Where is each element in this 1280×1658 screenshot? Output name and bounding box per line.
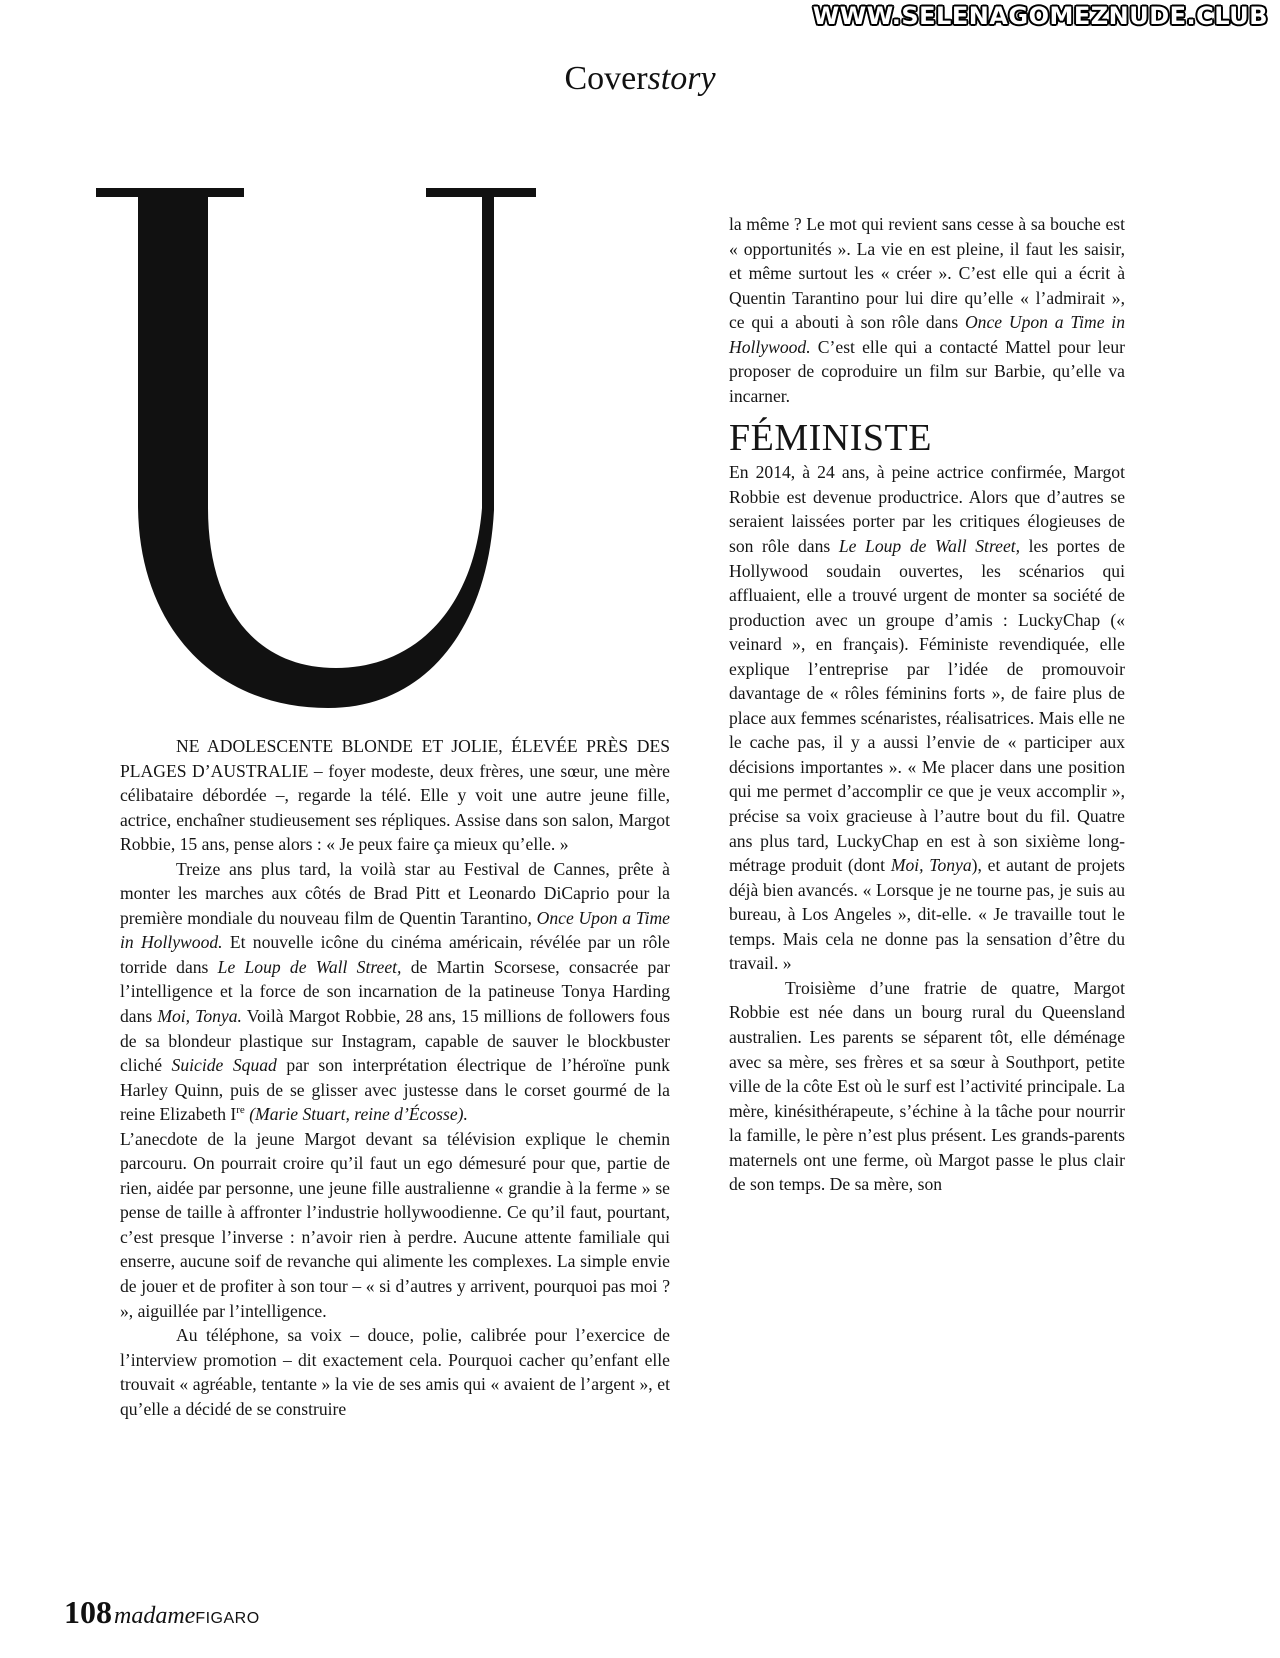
film-title: Le Loup de Wall Street, — [838, 536, 1021, 557]
film-title: Suicide Squad — [171, 1055, 277, 1076]
film-title: Once Upon a Time in Hollywood. — [729, 312, 1125, 357]
subheading: FÉMINISTE — [729, 417, 932, 460]
left-paragraph-4: Au téléphone, sa voix – douce, polie, calibrée pour l’exercice de l’interview promotion – dit exactement cela. Pourquoi cacher qu’enfant elle trouvait « agréable, tentante » la vie de ses amis qui « avaient de l’argent », et qu’elle a décidé de se construire — [120, 1325, 670, 1419]
lead-caps: NE ADOLESCENTE BLONDE ET JOLIE, ÉLEVÉE PRÈS DES PLAGES D’AUSTRALIE — [120, 736, 670, 781]
film-title: (Marie Stuart, reine d’Écosse). — [244, 1104, 468, 1125]
left-paragraph-3: L’anecdote de la jeune Margot devant sa télévision explique le chemin parcouru. On pourrait croire qu’il faut un ego démesuré pour que, partie de rien, aidée par personne, une jeune fille australienne « grandie à la ferme » se pense de taille à affronter l’industrie hollywoodienne. Ce qu’il faut, pourtant, c’est presque l’inverse : n’avoir rien à perdre. Aucune attente familiale qui enserre, aucune soif de revanche qui alimente les complexes. La simple envie de jouer et de profiter à son tour – « si d’autres y arrivent, pourquoi pas moi ? », aiguillée par l’intelligence. — [120, 1128, 670, 1321]
section-header-roman: Cover — [564, 60, 648, 97]
film-title: Once Upon a Time in Hollywood. — [120, 907, 670, 953]
right-column — [729, 212, 1125, 1197]
page-number: 108 — [64, 1594, 112, 1630]
drop-cap — [96, 188, 536, 708]
watermark: WWW.SELENAGOMEZNUDE.CLUB — [812, 2, 1268, 30]
section-header-italic: story — [647, 60, 716, 97]
page-footer — [64, 1594, 260, 1634]
section-header — [0, 60, 1280, 98]
right-paragraph-1: la même ? Le mot qui revient sans cesse à sa bouche est « opportunités ». La vie en est pleine, il faut les saisir, et même surtout les « créer ». C’est elle qui a écrit à Quentin Tarantino pour lui dire qu’elle « l’admirait », ce qui a abouti à son rôle dans Once Upon a Time in Hollywood. C’est elle qui a contacté Mattel pour leur proposer de coproduire un film sur Barbie, qu’elle va incarner. — [729, 214, 1125, 406]
right-paragraph-3: Troisième d’une fratrie de quatre, Margot Robbie est née dans un bourg rural du Queensland australien. Les parents se séparent tôt, elle déménage avec sa mère, ses frères et sa sœur à Southport, petite ville de la côte Est où le surf est l’activité principale. La mère, kinésithérapeute, s’échine à la tâche pour nourrir la famille, le père n’est plus présent. Les grands-parents maternels ont une ferme, où Margot passe le plus clair de son temps. De sa mère, son — [729, 977, 1125, 1195]
magazine-logo-part2: FIGARO — [195, 1610, 260, 1627]
film-title: Le Loup de Wall Street, — [217, 956, 402, 977]
film-title: Moi, Tonya. — [157, 1006, 242, 1027]
film-title: Moi, Tonya — [890, 855, 972, 876]
left-column — [120, 734, 670, 1421]
magazine-logo-part1: madame — [114, 1603, 196, 1629]
right-paragraph-2: En 2014, à 24 ans, à peine actrice confirmée, Margot Robbie est devenue productrice. Alors que d’autres se seraient laissées porter par les critiques élogieuses de son rôle dans Le Loup de Wall Street, les portes de Hollywood soudain ouvertes, les scénarios qui affluaient, elle a trouvé urgent de monter sa société de production avec un groupe d’amis : LuckyChap (« veinard », en français). Féministe revendiquée, elle explique l’entreprise par l’idée de promouvoir davantage de « rôles féminins forts », de faire plus de place aux femmes scénaristes, réalisatrices. Mais elle ne le cache pas, il y a aussi l’envie de « participer aux décisions importantes ». « Me placer dans une position qui me permet d’accomplir ce que je veux accomplir », précise sa voix gracieuse à l’autre bout du fil. Quatre ans plus tard, LuckyChap en est à son sixième long-métrage produit (dont Moi, Tonya), et autant de projets déjà bien avancés. « Lorsque je ne tourne pas, je suis au bureau, à Los Angeles », dit-elle. « Je travaille tout le temps. Mais cela ne donne pas la sensation d’être du travail. » — [729, 462, 1126, 974]
left-paragraph-2: Treize ans plus tard, la voilà star au Festival de Cannes, prête à monter les marches aux côtés de Brad Pitt et Leonardo DiCaprio pour la première mondiale du nouveau film de Quentin Tarantino, Once Upon a Time in Hollywood. Et nouvelle icône du cinéma américain, révélée par un rôle torride dans Le Loup de Wall Street, de Martin Scorsese, consacrée par l’intelligence et la force de son incarnation de la patineuse Tonya Harding dans Moi, Tonya. Voilà Margot Robbie, 28 ans, 15 millions de followers fous de sa blondeur plastique sur Instagram, capable de sauver le blockbuster cliché Suicide Squad par son interprétation électrique de l’héroïne punk Harley Quinn, puis de se glisser avec justesse dans le corset gourmé de la reine Elizabeth Ire (Marie Stuart, reine d’Écosse). — [120, 858, 670, 1125]
left-paragraph-1: NE ADOLESCENTE BLONDE ET JOLIE, ÉLEVÉE PRÈS DES PLAGES D’AUSTRALIE – foyer modeste, deux frères, une sœur, une mère célibataire débordée –, regarde la télé. Elle y voit une autre jeune fille, actrice, enchaîner studieusement ses répliques. Assise dans son salon, Margot Robbie, 15 ans, pense alors : « Je peux faire ça mieux qu’elle. » — [120, 736, 670, 855]
